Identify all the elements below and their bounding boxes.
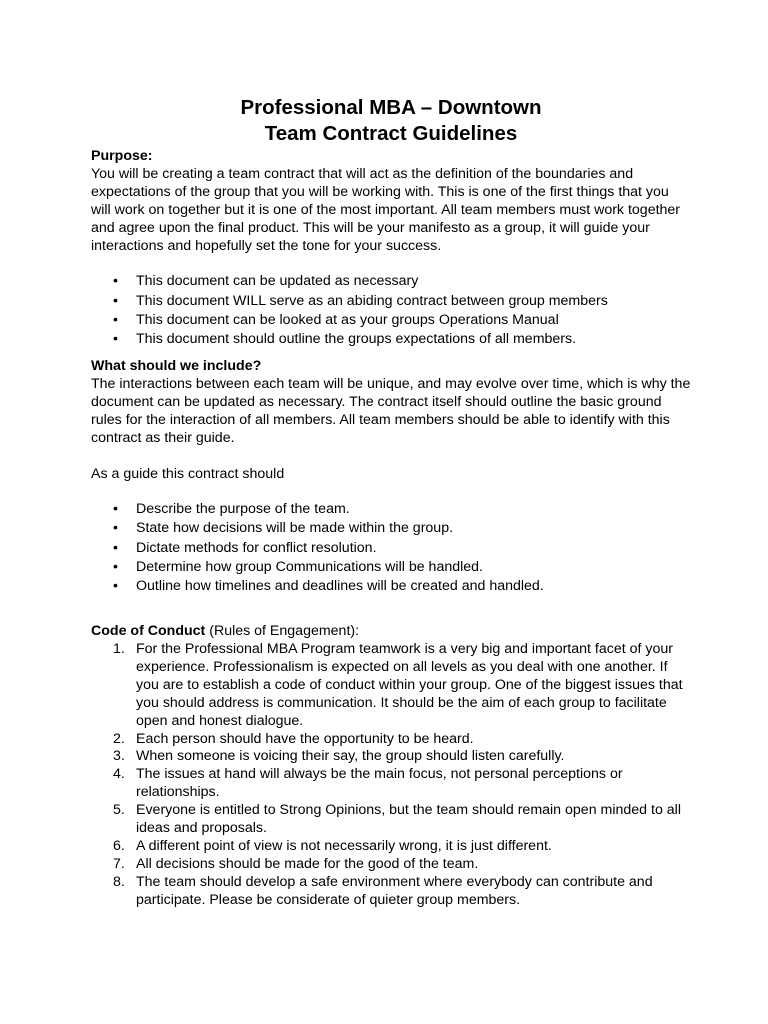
list-item (91, 766, 691, 802)
bullet-glyph: • (113, 311, 118, 328)
bullet-text: This document should outline the groups expectations of all members. (136, 330, 577, 347)
include-paragraph: The interactions between each team will be unique, and may evolve over time, which is why the document can be updated as necessary. The contract itself should outline the basic ground rules for the interaction of all members. All team members should be able to identify with this contract as their guide. (91, 375, 691, 446)
bullet-text: This document can be looked at as your groups Operations Manual (136, 311, 559, 328)
purpose-bullet-list (91, 273, 691, 350)
include-heading: What should we include? (91, 358, 262, 375)
spacer (91, 448, 691, 466)
spacer (91, 255, 691, 273)
bullet-glyph: • (113, 578, 118, 595)
bullet-text: This document WILL serve as an abiding contract between group members (136, 292, 608, 309)
item-text: Everyone is entitled to Strong Opinions, but the team should remain open minded to all ideas and proposals. (136, 802, 681, 837)
list-item (91, 874, 691, 910)
spacer (91, 597, 691, 615)
list-item (91, 856, 691, 874)
item-number: 3. (113, 748, 125, 765)
code-of-conduct-heading (91, 623, 691, 641)
bullet-glyph: • (113, 539, 118, 556)
list-item (91, 838, 691, 856)
document-title (91, 95, 691, 147)
item-text: When someone is voicing their say, the group should listen carefully. (136, 748, 565, 765)
title-line-2: Team Contract Guidelines (264, 122, 518, 145)
purpose-heading: Purpose: (91, 148, 153, 164)
include-intro: As a guide this contract should (91, 465, 285, 482)
bullet-glyph: • (113, 330, 118, 347)
list-item (91, 293, 691, 312)
bullet-text: Determine how group Communications will be handled. (136, 558, 483, 575)
item-text: A different point of view is not necessarily wrong, it is just different. (136, 838, 552, 854)
item-number: 8. (113, 873, 125, 890)
item-text: Each person should have the opportunity to be heard. (136, 730, 474, 747)
spacer (91, 483, 691, 501)
bullet-text: Dictate methods for conflict resolution. (136, 539, 377, 556)
list-item (91, 641, 691, 731)
list-item (91, 578, 691, 597)
list-item (91, 331, 691, 350)
list-item (91, 501, 691, 520)
item-text: The team should develop a safe environment where everybody can contribute and participate. Please be considerate of quieter group members. (136, 873, 653, 908)
spacer (91, 350, 691, 358)
title-line-1: Professional MBA – Downtown (240, 96, 542, 119)
bullet-glyph: • (113, 273, 118, 290)
code-heading-bold: Code of Conduct (91, 623, 206, 640)
purpose-paragraph: You will be creating a team contract that will act as the definition of the boundaries and expectations of the group that you will be working with. This is one of the first things that you will work on together but it is one of the most important. All team members must work together and agree upon the final product. This will be your manifesto as a group, it will guide your interactions and hopefully set the tone for your success. (91, 165, 681, 254)
bullet-glyph: • (113, 520, 118, 537)
list-item (91, 559, 691, 578)
code-heading-rest: (Rules of Engagement): (205, 623, 360, 640)
list-item (91, 748, 691, 766)
document-page (91, 95, 691, 910)
list-item (91, 802, 691, 838)
spacer (91, 615, 691, 623)
item-number: 7. (113, 855, 125, 872)
bullet-glyph: • (113, 558, 118, 575)
item-number: 6. (113, 838, 125, 854)
list-item (91, 520, 691, 539)
bullet-glyph: • (113, 292, 118, 309)
list-item (91, 540, 691, 559)
bullet-text: State how decisions will be made within the group. (136, 520, 454, 537)
item-number: 4. (113, 766, 125, 783)
item-number: 5. (113, 802, 125, 819)
item-number: 2. (113, 730, 125, 747)
list-item (91, 312, 691, 331)
bullet-text: Outline how timelines and deadlines will be created and handled. (136, 578, 544, 595)
bullet-glyph: • (113, 501, 118, 518)
item-number: 1. (113, 641, 125, 658)
code-of-conduct-list (91, 641, 691, 910)
item-text: The issues at hand will always be the main focus, not personal perceptions or relationships. (136, 766, 623, 801)
item-text: For the Professional MBA Program teamwork is a very big and important facet of your experience. Professionalism is expected on all levels as you deal with one another. If you are to establish a code of conduct within your group. One of the biggest issues that you should address is communication. It should be the aim of each group to facilitate open and honest dialogue. (136, 641, 683, 729)
list-item (91, 731, 691, 749)
bullet-text: This document can be updated as necessary (136, 273, 419, 290)
item-text: All decisions should be made for the good of the team. (136, 855, 479, 872)
bullet-text: Describe the purpose of the team. (136, 501, 350, 518)
list-item (91, 273, 691, 292)
include-bullet-list (91, 501, 691, 597)
